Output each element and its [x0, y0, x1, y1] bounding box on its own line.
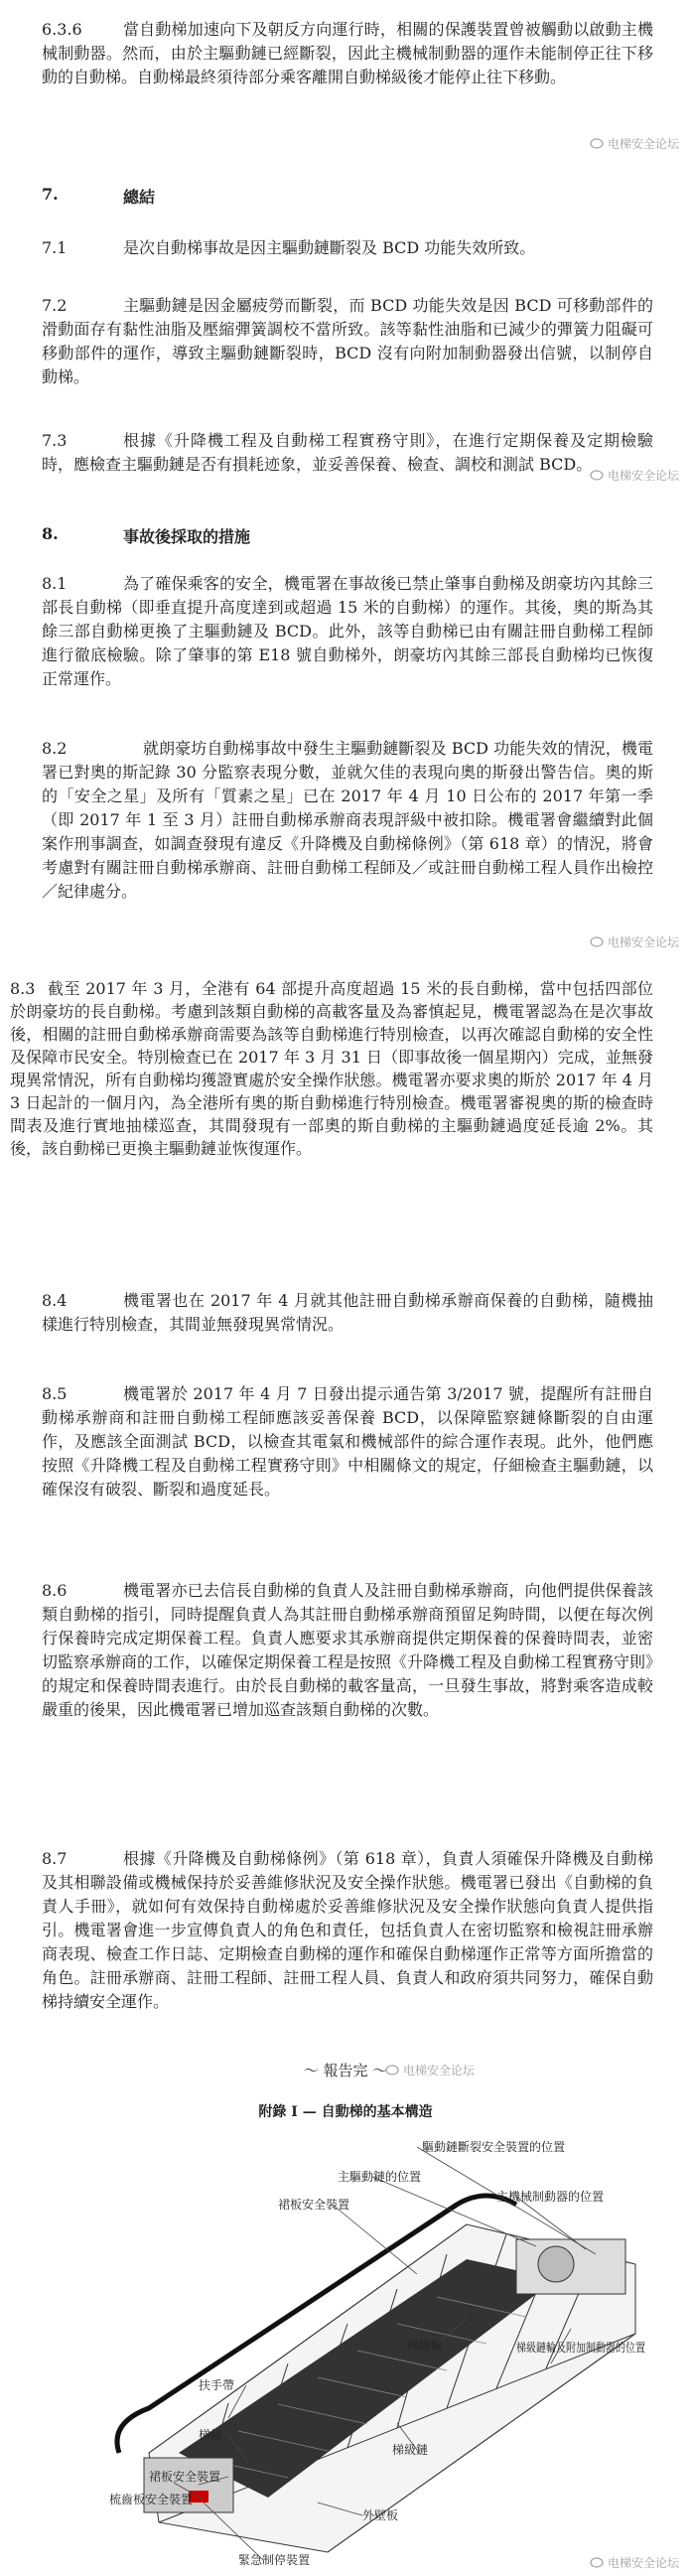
label-step-wheel: 梯級輪 [407, 2339, 444, 2353]
para-8-7-number: 8.7 [42, 1849, 68, 1868]
para-8-4-number: 8.4 [42, 1291, 68, 1310]
chat-bubble-icon [590, 138, 604, 150]
chat-bubble-icon [590, 470, 604, 482]
label-step-chain: 梯級鏈 [392, 2443, 429, 2457]
para-8-5-text: 機電署於 2017 年 4 月 7 日發出提示通告第 3/2017 號，提醒所有註冊自動梯承辦商和註冊自動梯工程師應該妥善保養 BCD，以保障監察鏈條斷裂的自由運作，及應該全面測試 BCD，以檢查其電氣和機械部件的綜合運作表現。此外，他們應按照《升降機工程及自動梯工程實務守則》中相關條文的規定，仔細檢查主驅動鏈，以確保沒有破裂、斷裂和過度延長。 [42, 1384, 653, 1499]
label-skirt-device-lower: 裙板安全裝置 [149, 2470, 221, 2484]
para-8-5-number: 8.5 [42, 1384, 68, 1403]
para-8-2-text: 就朗豪坊自動梯事故中發生主驅動鏈斷裂及 BCD 功能失效的情況，機電署已對奧的斯記錄 30 分監察表現分數，並就欠佳的表現向奧的斯發出警告信。奧的斯的「安全之星」及所有「質素之星」已在 2017 年 4 月 10 日公布的 2017 年第一季（即 2017 年 1 至 3 月）註冊自動梯承辦商表現評級中被扣除。機電署會繼續對此個案作刑事調查，如調查發現有違反《升降機及自動梯條例》（第 618 章）的情況，將會考慮對有關註冊自動梯承辦商、註冊自動梯工程師及／或註冊自動梯工程人員作出檢控／紀律處分。 [42, 739, 653, 901]
drive-wheel [538, 2246, 574, 2282]
para-7-2-number: 7.2 [42, 296, 68, 315]
section-7-number: 7. [42, 185, 59, 204]
para-number: 6.3.6 [42, 20, 82, 39]
label-chain-wheel-text: 梯級鏈輪及附加制動器的位置 [516, 2341, 672, 2355]
para-8-1-number: 8.1 [42, 574, 68, 593]
escalator-diagram [0, 2125, 691, 2572]
section-8-title: 事故後採取的措施 [123, 527, 251, 546]
para-8-7-text: 根據《升降機及自動梯條例》（第 618 章），負責人須確保升降機及自動梯及其相聯設備或機械保持於妥善維修狀況及安全操作狀態。機電署已發出《自動梯的負責人手冊》，就如何有效保持自動梯處於妥善維修狀況及安全操作狀態向負責人提供指引。機電署會進一步宣傳負責人的角色和責任，包括負責人在密切監察和檢視註冊承辦商表現、檢查工作日誌、定期檢查自動梯的運作和確保自動梯運作正常等方面所擔當的角色。註冊承辦商、註冊工程師、註冊工程人員、負責人和政府須共同努力，確保自動梯持續安全運作。 [42, 1849, 653, 2011]
report-end: ～ 報告完 ～ [303, 2062, 388, 2079]
label-skirt-device-upper: 裙板安全裝置 [278, 2198, 350, 2212]
appendix-title: 附錄 I — 自動梯的基本構造 [258, 2104, 433, 2120]
watermark: 电梯安全论坛 [385, 2062, 475, 2078]
label-step: 梯級 [199, 2428, 223, 2442]
para-8-4-text: 機電署也在 2017 年 4 月就其他註冊自動梯承辦商保養的自動梯，隨機抽樣進行特別檢查，其間並無發現異常情況。 [42, 1291, 653, 1334]
label-main-chain: 主驅動鏈的位置 [338, 2170, 422, 2184]
label-bcd: 驅動鏈斷裂安全裝置的位置 [422, 2140, 566, 2154]
para-7-1-text: 是次自動梯事故是因主驅動鏈斷裂及 BCD 功能失效所致。 [123, 238, 536, 257]
para-8-1-text: 為了確保乘客的安全，機電署在事故後已禁止肇事自動梯及朗豪坊內其餘三部長自動梯（即垂直提升高度達到或超過 15 米的自動梯）的運作。其後，奧的斯為其餘三部自動梯更換了主驅動鏈及 BCD。此外，該等自動梯已由有關註冊自動梯工程師進行徹底檢驗。除了肇事的第 E18 號自動梯外，朗豪坊內其餘三部長自動梯均已恢復正常運作。 [42, 574, 653, 688]
para-8-6-number: 8.6 [42, 1581, 68, 1600]
para-8-3-text: 截至 2017 年 3 月，全港有 64 部提升高度超過 15 米的長自動梯，當中包括四部位於朗豪坊的長自動梯。考慮到該類自動梯的高載客量及為審慎起見，機電署認為在是次事故後，相關的註冊自動梯承辦商需要為該等自動梯進行特別檢查，以再次確認自動梯的安全性及保障市民安全。特別檢查已在 2017 年 3 月 31 日（即事故後一個星期內）完成，並無發現異常情況，所有自動梯均獲證實處於安全操作狀態。機電署亦要求奧的斯於 2017 年 4 月 3 日起計的一個月內，為全港所有奧的斯自動梯進行特別檢查。機電署審視奧的斯的檢查時間表及進行實地抽樣巡查，其間發現有一部奧的斯自動梯的主驅動鏈過度延長逾 2%。其後，該自動梯已更換主驅動鏈並恢復運作。 [10, 979, 653, 1158]
para-8-2-number: 8.2 [42, 739, 68, 758]
watermark: 电梯安全论坛 [590, 135, 679, 152]
label-outer-panel: 外壁板 [362, 2508, 399, 2522]
para-7-3-number: 7.3 [42, 431, 68, 450]
label-main-brake: 主機械制動器的位置 [496, 2190, 605, 2204]
para-7-2-text: 主驅動鏈是因金屬疲勞而斷裂，而 BCD 功能失效是因 BCD 可移動部件的滑動面存有黏性油脂及壓縮彈簧調校不當所致。該等黏性油脂和已減少的彈簧力阻礙可移動部件的運作，導致主驅動鏈斷裂時，BCD 沒有向附加制動器發出信號，以制停自動梯。 [42, 296, 653, 386]
para-7-1-number: 7.1 [42, 238, 68, 257]
watermark: 电梯安全论坛 [590, 467, 679, 484]
label-comb-device: 梳齒板安全裝置 [109, 2493, 194, 2506]
para-8-3-number: 8.3 [10, 979, 36, 998]
label-chain-wheel [516, 2340, 672, 2355]
label-emergency-stop: 緊急制停裝置 [238, 2553, 311, 2567]
watermark: 电梯安全论坛 [590, 2554, 679, 2571]
chat-bubble-icon [385, 2065, 399, 2076]
watermark: 电梯安全论坛 [590, 933, 679, 950]
chat-bubble-icon [590, 936, 604, 948]
chat-bubble-icon [590, 2557, 604, 2569]
section-8-number: 8. [42, 524, 59, 543]
para-8-6-text: 機電署亦已去信長自動梯的負責人及註冊自動梯承辦商，向他們提供保養該類自動梯的指引，同時提醒負責人為其註冊自動梯承辦商預留足夠時間，以便在每次例行保養時完成定期保養工程。負責人應要求其承辦商提供定期保養的保養時間表，並密切監察承辦商的工作，以確保定期保養工程是按照《升降機工程及自動梯工程實務守則》的規定和保養時間表進行。由於長自動梯的載客量高，一旦發生事故，將對乘客造成較嚴重的後果，因此機電署已增加巡查該類自動梯的次數。 [42, 1581, 654, 1719]
paragraph-6-3-6 [0, 10, 691, 109]
section-7-title: 總結 [123, 188, 156, 207]
label-handrail: 扶手帶 [199, 2378, 235, 2392]
para-7-3-text: 根據《升降機工程及自動梯工程實務守則》，在進行定期保養及定期檢驗時，應檢查主驅動鏈是否有損耗迹象，並妥善保養、檢查、調校和測試 BCD。 [42, 431, 653, 474]
para-text: 當自動梯加速向下及朝反方向運行時，相關的保護裝置曾被觸動以啟動主機械制動器。然而，由於主驅動鏈已經斷裂，因此主機械制動器的運作未能制停正往下移動的自動梯。自動梯最終須待部分乘客離開自動梯級後才能停止往下移動。 [42, 20, 653, 86]
